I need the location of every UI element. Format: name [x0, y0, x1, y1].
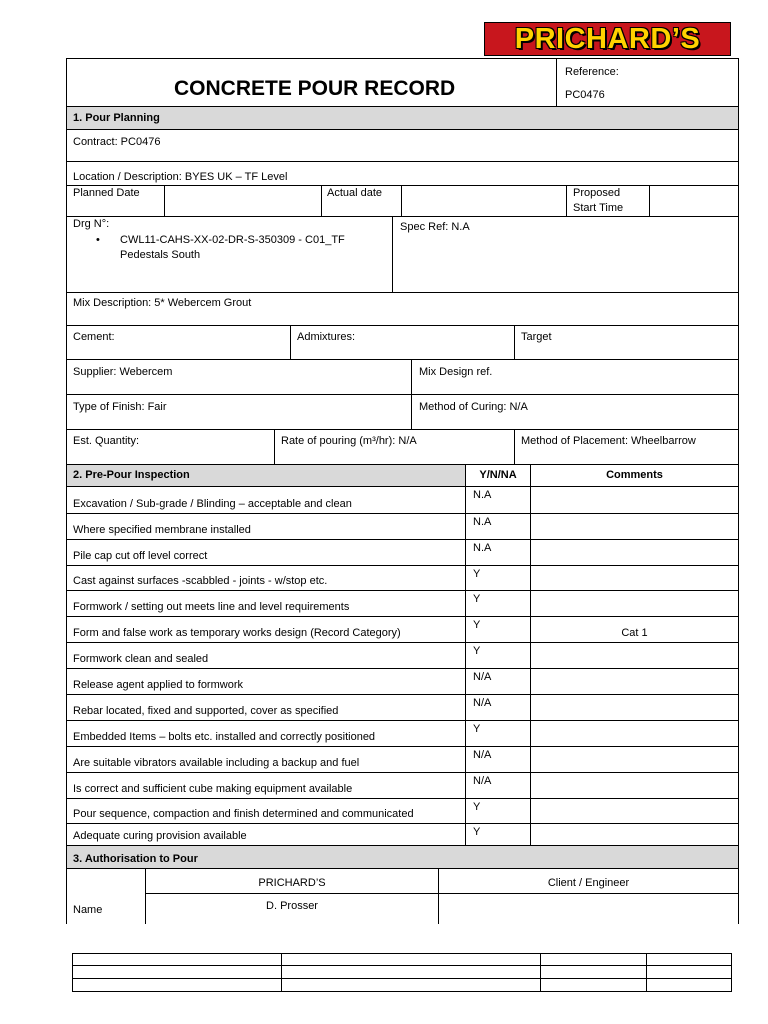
authorisation-name-label: Name [73, 904, 103, 916]
section-2-heading: 2. Pre-Pour Inspection [73, 469, 190, 481]
inspection-item-value[interactable]: N.A [473, 489, 492, 501]
actual-date-field[interactable] [402, 186, 565, 215]
proposed-start-label-2: Start Time [573, 202, 624, 214]
authorisation-name-prichards: D. Prosser [266, 900, 318, 912]
drawing-list [90, 233, 370, 263]
inspection-item-label: Are suitable vibrators available including a backup and fuel [73, 757, 360, 769]
drawing-item: • CWL11-CAHS-XX-02-DR-S-350309 - C01_TF Pedestals South [90, 233, 370, 263]
inspection-row [66, 539, 739, 565]
authorisation-col-client: Client / Engineer [547, 877, 630, 889]
inspection-item-value[interactable]: Y [473, 645, 481, 657]
inspection-item-label: Excavation / Sub-grade / Blinding – acceptable and clean [73, 498, 352, 510]
column-header-yn: Y/N/NA [479, 469, 517, 481]
column-header-comments: Comments [606, 469, 663, 481]
inspection-item-label: Form and false work as temporary works design (Record Category) [73, 627, 401, 639]
method-of-placement-field: Method of Placement: Wheelbarrow [521, 435, 696, 447]
inspection-item-label: Embedded Items – bolts etc. installed and correctly positioned [73, 731, 376, 743]
inspection-item-value[interactable]: Y [473, 723, 481, 735]
bottom-blank-table [72, 953, 732, 992]
inspection-row [66, 668, 739, 694]
inspection-item-label: Release agent applied to formwork [73, 679, 243, 691]
reference-value: PC0476 [565, 89, 605, 101]
proposed-start-field[interactable] [650, 186, 738, 215]
contract-field: Contract: PC0476 [73, 136, 161, 148]
inspection-row [66, 798, 739, 823]
authorisation-name-client[interactable] [439, 894, 738, 922]
reference-label: Reference: [565, 66, 619, 78]
rate-of-pouring-field: Rate of pouring (m³/hr): N/A [281, 435, 417, 447]
actual-date-label: Actual date [327, 187, 383, 199]
inspection-item-label: Pile cap cut off level correct [73, 550, 208, 562]
inspection-item-value[interactable]: Y [473, 826, 481, 838]
inspection-row [66, 694, 739, 720]
inspection-item-comment[interactable]: Cat 1 [621, 627, 648, 639]
inspection-row [66, 746, 739, 772]
inspection-item-value[interactable]: Y [473, 593, 481, 605]
admixtures-field: Admixtures: [297, 331, 356, 343]
inspection-item-label: Where specified membrane installed [73, 524, 251, 536]
authorisation-col-prichards: PRICHARD’S [258, 877, 326, 889]
inspection-item-value[interactable]: N/A [473, 749, 492, 761]
inspection-row [66, 642, 739, 668]
mix-description-field: Mix Description: 5* Webercem Grout [73, 297, 252, 309]
logo-text: PRICHARD’S [514, 22, 701, 55]
inspection-item-label: Pour sequence, compaction and finish determined and communicated [73, 808, 414, 820]
inspection-item-value[interactable]: Y [473, 568, 481, 580]
inspection-row [66, 720, 739, 746]
inspection-row [66, 772, 739, 798]
inspection-item-label: Adequate curing provision available [73, 830, 247, 842]
inspection-item-value[interactable]: N.A [473, 542, 492, 554]
inspection-item-label: Is correct and sufficient cube making equipment available [73, 783, 353, 795]
inspection-item-value[interactable]: N.A [473, 516, 492, 528]
inspection-row [66, 823, 739, 845]
type-of-finish-field: Type of Finish: Fair [73, 401, 167, 413]
cement-field: Cement: [73, 331, 115, 343]
target-field: Target [521, 331, 552, 343]
inspection-row [66, 486, 739, 513]
proposed-start-label-1: Proposed [573, 187, 621, 199]
method-of-curing-field: Method of Curing: N/A [419, 401, 528, 413]
est-quantity-field: Est. Quantity: [73, 435, 140, 447]
inspection-item-label: Formwork / setting out meets line and level requirements [73, 601, 350, 613]
planned-date-field[interactable] [165, 186, 320, 215]
inspection-row [66, 565, 739, 590]
drawing-label: Drg N°: [73, 218, 110, 230]
inspection-row [66, 616, 739, 642]
inspection-row [66, 513, 739, 539]
supplier-field: Supplier: Webercem [73, 366, 173, 378]
inspection-item-value[interactable]: Y [473, 619, 481, 631]
mix-design-ref-field: Mix Design ref. [419, 366, 493, 378]
planned-date-label: Planned Date [73, 187, 140, 199]
location-field: Location / Description: BYES UK – TF Level [73, 171, 288, 183]
company-logo [484, 22, 731, 56]
inspection-item-label: Rebar located, fixed and supported, cover as specified [73, 705, 339, 717]
inspection-item-label: Formwork clean and sealed [73, 653, 209, 665]
inspection-item-value[interactable]: N/A [473, 697, 492, 709]
inspection-item-label: Cast against surfaces -scabbled - joints - w/stop etc. [73, 575, 328, 587]
inspection-item-value[interactable]: Y [473, 801, 481, 813]
inspection-row [66, 590, 739, 616]
section-3-heading: 3. Authorisation to Pour [73, 853, 198, 865]
page-title: CONCRETE POUR RECORD [174, 77, 456, 100]
spec-ref-field: Spec Ref: N.A [400, 221, 470, 233]
inspection-item-value[interactable]: N/A [473, 775, 492, 787]
inspection-item-value[interactable]: N/A [473, 671, 492, 683]
section-1-bar [67, 107, 738, 129]
section-1-heading: 1. Pour Planning [73, 112, 160, 124]
